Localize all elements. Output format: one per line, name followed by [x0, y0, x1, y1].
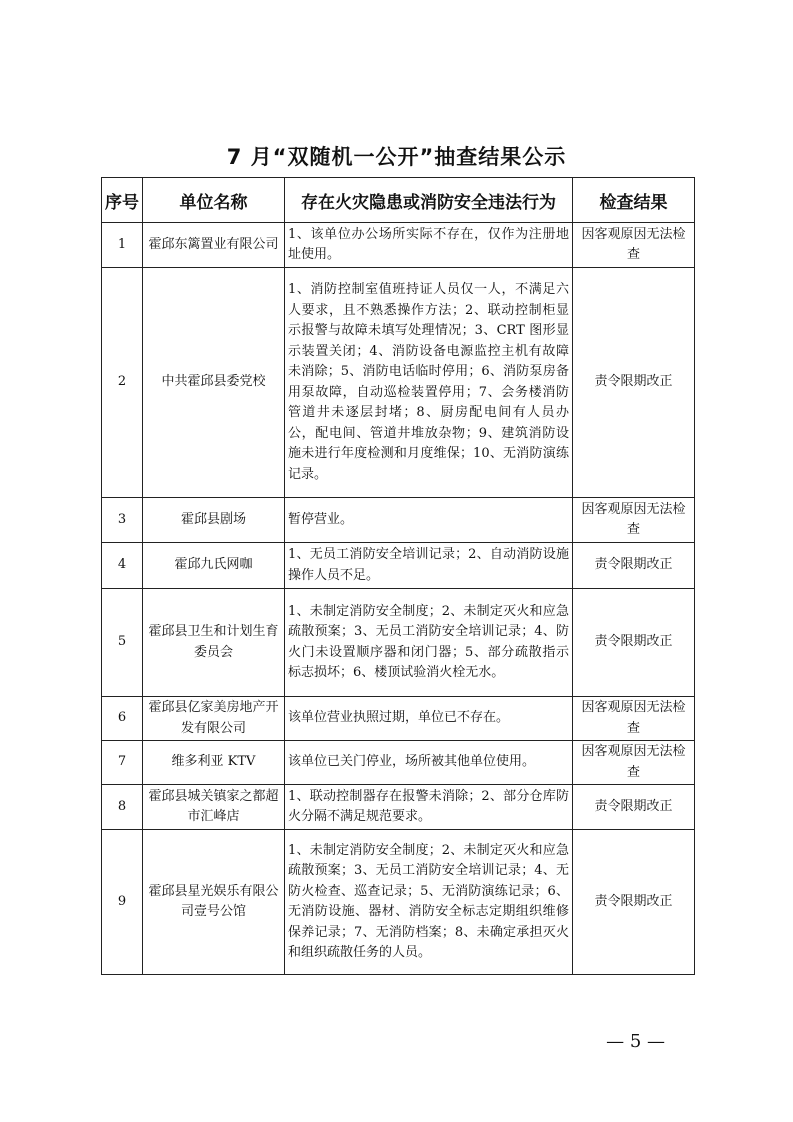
row-unit-name: 维多利亚 KTV: [143, 741, 285, 785]
table-row: [102, 268, 695, 498]
row-issues: 1、该单位办公场所实际不存在，仅作为注册地址使用。: [285, 223, 573, 268]
table-row: [102, 741, 695, 785]
row-result: 因客观原因无法检查: [573, 223, 695, 268]
row-result: 因客观原因无法检查: [573, 697, 695, 741]
header-inspection-result: 检查结果: [573, 178, 695, 223]
header-fire-hazards: 存在火灾隐患或消防安全违法行为: [285, 178, 573, 223]
document-title: 7 月“双随机一公开”抽查结果公示: [226, 145, 567, 169]
row-unit-name: 霍邱东篱置业有限公司: [143, 223, 285, 268]
row-result: 因客观原因无法检查: [573, 498, 695, 543]
row-number: 7: [102, 741, 143, 785]
table-row: [102, 498, 695, 543]
row-issues: 暂停营业。: [285, 498, 573, 543]
row-unit-name: 霍邱县城关镇家之都超市汇峰店: [143, 785, 285, 830]
row-issues: 1、未制定消防安全制度；2、未制定灭火和应急疏散预案；3、无员工消防安全培训记录；4、无防火检查、巡查记录；5、无消防演练记录；6、无消防设施、器材、消防安全标志定期组织维修保养记录；7、无消防档案；8、未确定承担灭火和组织疏散任务的人员。: [285, 830, 573, 975]
row-number: 8: [102, 785, 143, 830]
row-issues: 该单位已关门停业，场所被其他单位使用。: [285, 741, 573, 785]
page-number: — 5 —: [606, 1031, 665, 1052]
row-result: 因客观原因无法检查: [573, 741, 695, 785]
table-row: [102, 830, 695, 975]
row-issues: 1、未制定消防安全制度；2、未制定灭火和应急疏散预案；3、无员工消防安全培训记录；4、防火门未设置顺序器和闭门器；5、部分疏散指示标志损坏；6、楼顶试验消火栓无水。: [285, 589, 573, 697]
row-number: 1: [102, 223, 143, 268]
row-result: 责令限期改正: [573, 785, 695, 830]
row-unit-name: 霍邱县亿家美房地产开发有限公司: [143, 697, 285, 741]
header-number: 序号: [102, 178, 143, 223]
row-number: 2: [102, 268, 143, 498]
table-header-row: [102, 178, 695, 223]
row-unit-name: 中共霍邱县委党校: [143, 268, 285, 498]
inspection-results-table: [101, 177, 695, 975]
row-unit-name: 霍邱县剧场: [143, 498, 285, 543]
row-unit-name: 霍邱县星光娱乐有限公司壹号公馆: [143, 830, 285, 975]
row-issues: 1、无员工消防安全培训记录；2、自动消防设施操作人员不足。: [285, 543, 573, 589]
row-number: 5: [102, 589, 143, 697]
row-unit-name: 霍邱县卫生和计划生育委员会: [143, 589, 285, 697]
row-number: 9: [102, 830, 143, 975]
row-number: 6: [102, 697, 143, 741]
row-result: 责令限期改正: [573, 268, 695, 498]
table-row: [102, 785, 695, 830]
row-result: 责令限期改正: [573, 543, 695, 589]
row-result: 责令限期改正: [573, 830, 695, 975]
row-result: 责令限期改正: [573, 589, 695, 697]
row-unit-name: 霍邱九氏网咖: [143, 543, 285, 589]
row-issues: 该单位营业执照过期，单位已不存在。: [285, 697, 573, 741]
table-row: [102, 543, 695, 589]
row-number: 4: [102, 543, 143, 589]
row-number: 3: [102, 498, 143, 543]
table-row: [102, 223, 695, 268]
table-row: [102, 697, 695, 741]
table-row: [102, 589, 695, 697]
header-unit-name: 单位名称: [143, 178, 285, 223]
row-issues: 1、消防控制室值班持证人员仅一人，不满足六人要求，且不熟悉操作方法；2、联动控制柜显示报警与故障未填写处理情况；3、CRT 图形显示装置关闭；4、消防设备电源监控主机有故障未消除；5、消防电话临时停用；6、消防泵房备用泵故障，自动巡检装置停用；7、会务楼消防管道井未逐层封堵；8、厨房配电间有人员办公，配电间、管道井堆放杂物；9、建筑消防设施未进行年度检测和月度维保；10、无消防演练记录。: [285, 268, 573, 498]
row-issues: 1、联动控制器存在报警未消除；2、部分仓库防火分隔不满足规范要求。: [285, 785, 573, 830]
